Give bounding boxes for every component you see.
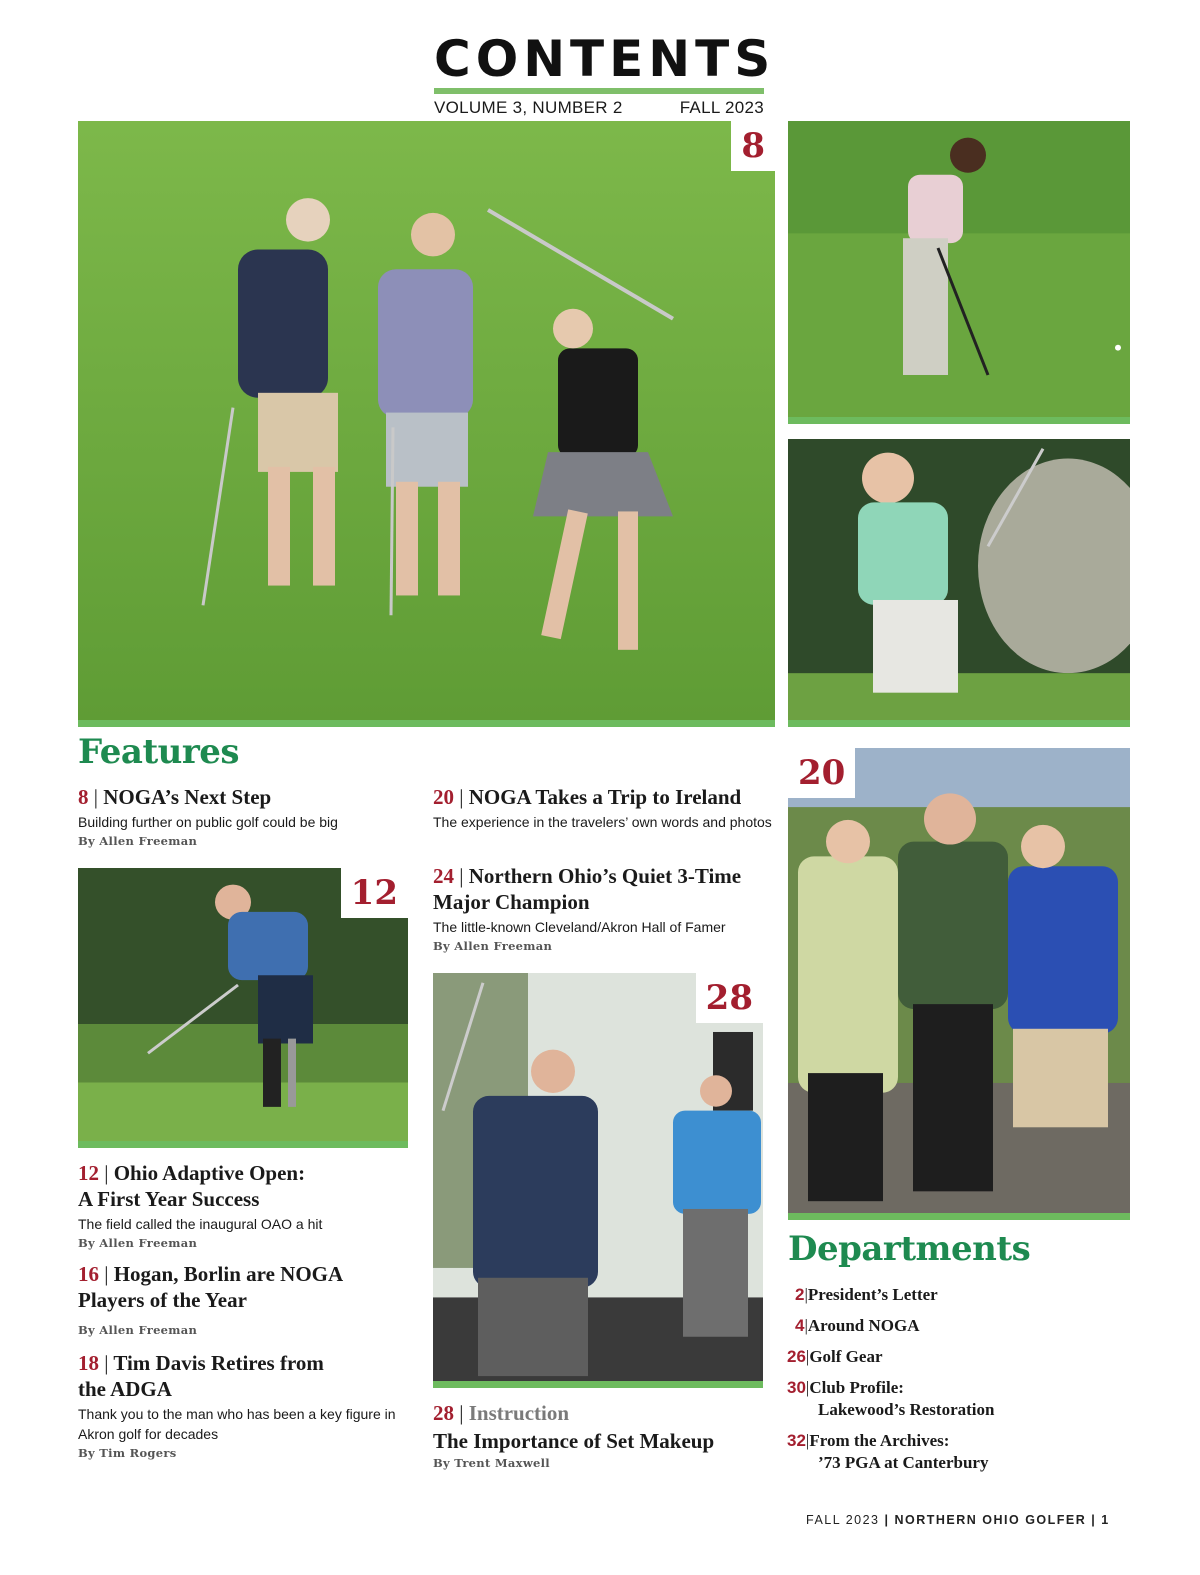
story-kicker-line: 28 | Instruction [433, 1401, 570, 1425]
story-page-number: 18 [78, 1351, 99, 1375]
story-title-line1: Ohio Adaptive Open: [113, 1161, 306, 1185]
story-dek: The little-known Cleveland/Akron Hall of Famer [433, 919, 726, 935]
footer-magazine-name: NORTHERN OHIO GOLFER [894, 1513, 1087, 1527]
feature-story-12[interactable] [78, 1160, 408, 1250]
photo-putting-golfer[interactable] [788, 121, 1130, 424]
dept-subtitle: ’73 PGA at Canterbury [818, 1453, 989, 1472]
story-dek: The experience in the travelers’ own words and photos [433, 814, 772, 830]
instruction-bay-image [433, 973, 763, 1381]
dept-page-number: 4 [795, 1316, 805, 1335]
story-page-number: 8 [78, 785, 89, 809]
story-page-number: 12 [78, 1161, 99, 1185]
story-headline: 20 | NOGA Takes a Trip to Ireland [433, 785, 742, 809]
dept-title: Golf Gear [809, 1347, 883, 1366]
dept-title: Club Profile: [809, 1378, 904, 1397]
volume-number: VOLUME 3, NUMBER 2 [434, 98, 623, 117]
story-byline: By Allen Freeman [78, 1236, 198, 1250]
dept-item-presidents-letter[interactable]: 2|President’s Letter [795, 1285, 938, 1304]
story-headline: 16 | Hogan, Borlin are NOGA Players of the Year [78, 1262, 344, 1312]
story-title: Northern Ohio’s Quiet 3-Time Major Champion [433, 864, 742, 914]
footer-season: FALL 2023 [806, 1513, 880, 1527]
dept-page-number: 2 [795, 1285, 805, 1304]
dept-item-golf-gear[interactable]: 26|Golf Gear [787, 1347, 883, 1366]
story-byline: By Tim Rogers [78, 1446, 177, 1460]
story-dek: Thank you to the man who has been a key figure in Akron golf for decades [78, 1406, 396, 1442]
page-tag-8: 8 [731, 121, 775, 171]
photo-ireland-group[interactable] [788, 748, 1130, 1220]
hero-photo-golfers[interactable] [78, 121, 775, 727]
story-byline: By Allen Freeman [433, 939, 553, 953]
issue-line [434, 98, 764, 118]
dept-page-number: 30 [787, 1378, 806, 1397]
masthead-rule [434, 88, 764, 94]
story-byline: By Trent Maxwell [433, 1456, 550, 1470]
story-title-line2: the ADGA [78, 1377, 172, 1401]
footer-page-number: 1 [1101, 1513, 1110, 1527]
dept-page-number: 32 [787, 1431, 806, 1450]
story-headline: 12 | Ohio Adaptive Open: A First Year Success [78, 1161, 306, 1211]
story-dek: Building further on public golf could be big [78, 814, 338, 830]
story-byline: By Allen Freeman [78, 834, 198, 848]
feature-story-18[interactable] [78, 1350, 413, 1460]
story-dek: The field called the inaugural OAO a hit [78, 1216, 323, 1232]
story-byline: By Allen Freeman [78, 1323, 198, 1337]
page-footer: FALL 2023 | NORTHERN OHIO GOLFER | 1 [806, 1513, 1110, 1527]
photo-instruction[interactable] [433, 973, 763, 1388]
feature-story-28[interactable] [433, 1400, 773, 1470]
story-headline: 24 | Northern Ohio’s Quiet 3-Time Major Champion [433, 864, 742, 914]
story-page-number: 16 [78, 1262, 99, 1286]
page-tag-12: 12 [341, 868, 408, 918]
issue-season: FALL 2023 [679, 98, 764, 117]
dept-title: Around NOGA [807, 1316, 920, 1335]
story-title: The Importance of Set Makeup [433, 1429, 715, 1453]
story-title: NOGA’s Next Step [103, 785, 272, 809]
story-page-number: 24 [433, 864, 454, 888]
story-title-line1: Tim Davis Retires from [113, 1351, 324, 1375]
departments-heading: Departments [788, 1229, 1031, 1269]
story-headline: 18 | Tim Davis Retires from the ADGA [78, 1351, 324, 1401]
feature-story-8[interactable] [78, 784, 408, 848]
feature-story-24[interactable] [433, 863, 773, 953]
dept-subtitle: Lakewood’s Restoration [818, 1400, 995, 1419]
feature-story-20[interactable] [433, 784, 773, 832]
contents-title: CONTENTS [434, 30, 776, 88]
page-tag-20: 20 [788, 748, 855, 798]
feature-story-16[interactable] [78, 1261, 408, 1337]
ireland-trip-image [788, 748, 1130, 1213]
story-title-line2: A First Year Success [78, 1187, 260, 1211]
masthead [434, 30, 776, 118]
story-title-line1: Hogan, Borlin are NOGA [113, 1262, 344, 1286]
story-kicker: Instruction [468, 1401, 570, 1425]
golf-fairway-image [78, 121, 775, 720]
story-page-number: 28 [433, 1401, 454, 1425]
dept-item-club-profile[interactable]: 30|Club Profile: Lakewood’s Restoration [787, 1378, 995, 1419]
page-tag-28: 28 [696, 973, 763, 1023]
dept-title: From the Archives: [809, 1431, 950, 1450]
features-heading: Features [78, 732, 240, 772]
dept-item-from-the-archives[interactable]: 32|From the Archives: ’73 PGA at Canterbury [787, 1431, 989, 1472]
bunker-shot-image [788, 439, 1130, 720]
dept-item-around-noga[interactable]: 4|Around NOGA [795, 1316, 920, 1335]
story-title: NOGA Takes a Trip to Ireland [468, 785, 742, 809]
photo-bunker-shot[interactable] [788, 439, 1130, 727]
putting-green-image [788, 121, 1130, 417]
story-page-number: 20 [433, 785, 454, 809]
photo-adaptive-open[interactable] [78, 868, 408, 1148]
story-title-line2: Players of the Year [78, 1288, 247, 1312]
dept-title: President’s Letter [807, 1285, 938, 1304]
story-headline: 8 | NOGA’s Next Step [78, 785, 272, 809]
dept-page-number: 26 [787, 1347, 806, 1366]
